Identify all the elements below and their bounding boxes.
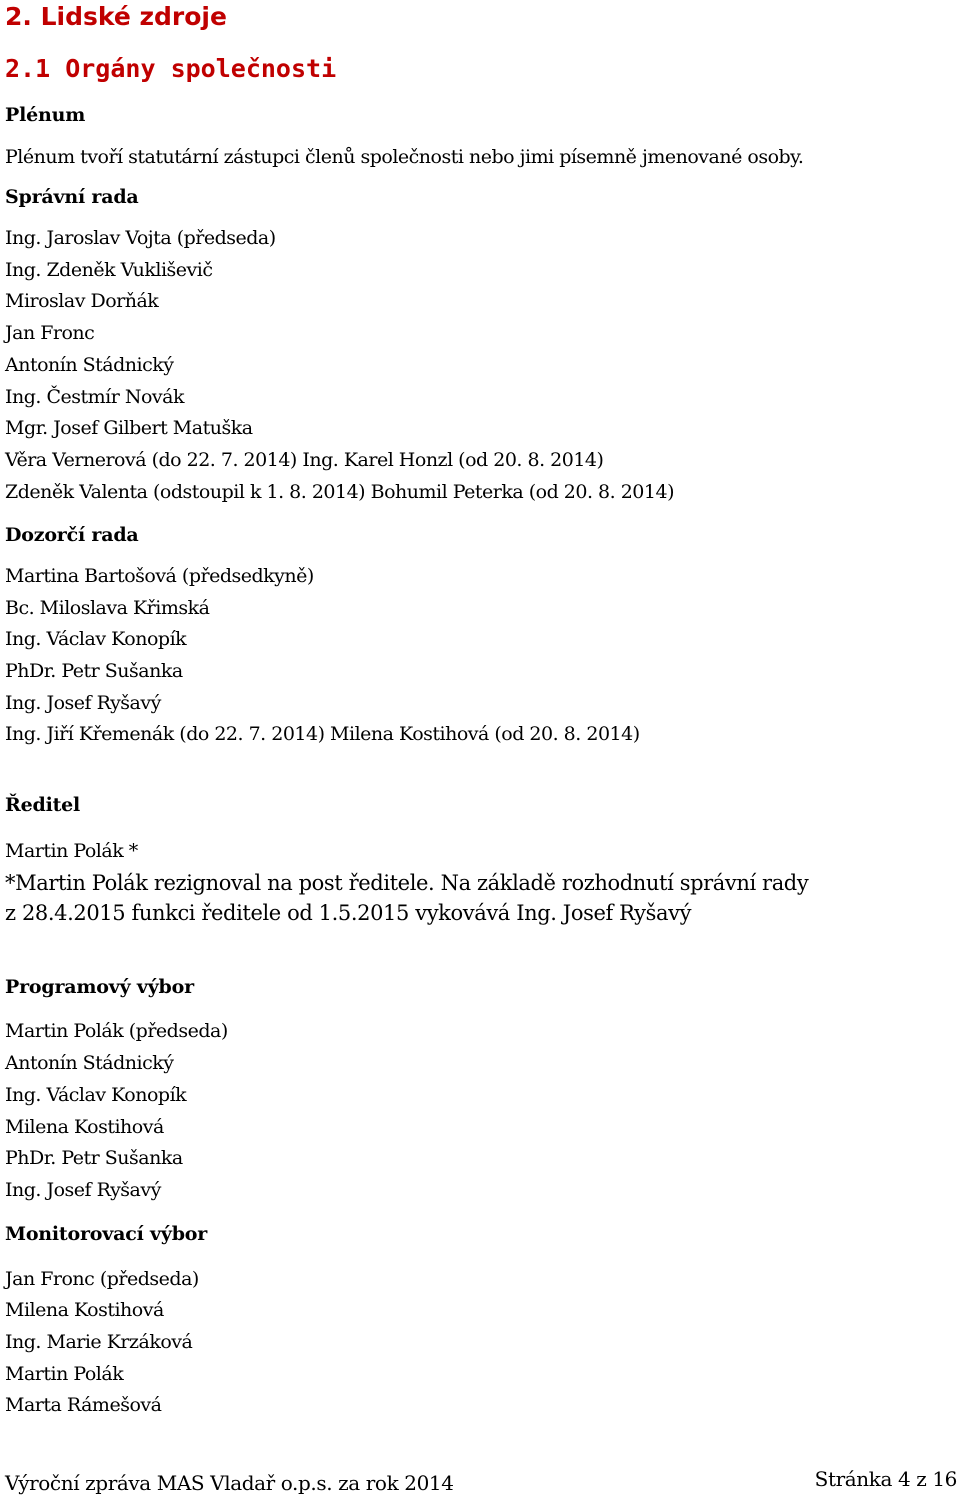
dozorci-rada-member: PhDr. Petr Sušanka — [5, 660, 183, 682]
spravni-rada-member: Zdeněk Valenta (odstoupil k 1. 8. 2014) Bohumil Peterka (od 20. 8. 2014) — [5, 481, 674, 503]
page-number: Stránka 4 z 16 — [814, 1467, 957, 1491]
programovy-vybor-member: Antonín Stádnický — [5, 1052, 174, 1074]
programovy-vybor-heading: Programový výbor — [5, 976, 194, 998]
dozorci-rada-member: Ing. Václav Konopík — [5, 628, 187, 650]
monitorovaci-vybor-heading: Monitorovací výbor — [5, 1223, 208, 1245]
chapter-heading: 2. Lidské zdroje — [5, 2, 227, 31]
programovy-vybor-member: Ing. Václav Konopík — [5, 1084, 187, 1106]
section-heading: 2.1 Orgány společnosti — [5, 54, 337, 83]
spravni-rada-member: Jan Fronc — [5, 322, 95, 344]
programovy-vybor-member: Milena Kostihová — [5, 1116, 164, 1138]
dozorci-rada-member: Ing. Josef Ryšavý — [5, 692, 161, 714]
plenum-text: Plénum tvoří statutární zástupci členů společnosti nebo jimi písemně jmenované osoby. — [5, 146, 804, 168]
programovy-vybor-member: Ing. Josef Ryšavý — [5, 1179, 161, 1201]
monitorovaci-vybor-member: Ing. Marie Krzáková — [5, 1331, 193, 1353]
programovy-vybor-member: PhDr. Petr Sušanka — [5, 1147, 183, 1169]
monitorovaci-vybor-member: Martin Polák — [5, 1363, 124, 1385]
spravni-rada-member: Věra Vernerová (do 22. 7. 2014) Ing. Karel Honzl (od 20. 8. 2014) — [5, 449, 604, 471]
reditel-heading: Ředitel — [5, 794, 81, 816]
reditel-note-line-2: z 28.4.2015 funkci ředitele od 1.5.2015 vykovává Ing. Josef Ryšavý — [5, 901, 692, 925]
reditel-note-line-1: *Martin Polák rezignoval na post ředitele. Na základě rozhodnutí správní rady — [5, 871, 809, 895]
reditel-name: Martin Polák * — [5, 840, 138, 862]
plenum-heading: Plénum — [5, 104, 86, 126]
spravni-rada-member: Ing. Zdeněk Vukliševič — [5, 259, 213, 281]
dozorci-rada-member: Ing. Jiří Křemenák (do 22. 7. 2014) Milena Kostihová (od 20. 8. 2014) — [5, 723, 640, 745]
monitorovaci-vybor-member: Marta Rámešová — [5, 1394, 162, 1416]
monitorovaci-vybor-member: Milena Kostihová — [5, 1299, 164, 1321]
spravni-rada-heading: Správní rada — [5, 186, 139, 208]
spravni-rada-member: Ing. Jaroslav Vojta (předseda) — [5, 227, 276, 249]
spravni-rada-member: Miroslav Dorňák — [5, 290, 159, 312]
footer-title: Výroční zpráva MAS Vladař o.p.s. za rok 2014 — [5, 1471, 454, 1495]
spravni-rada-member: Ing. Čestmír Novák — [5, 386, 185, 408]
programovy-vybor-member: Martin Polák (předseda) — [5, 1020, 228, 1042]
dozorci-rada-member: Bc. Miloslava Křimská — [5, 597, 210, 619]
dozorci-rada-heading: Dozorčí rada — [5, 524, 139, 546]
monitorovaci-vybor-member: Jan Fronc (předseda) — [5, 1268, 199, 1290]
spravni-rada-member: Mgr. Josef Gilbert Matuška — [5, 417, 253, 439]
spravni-rada-member: Antonín Stádnický — [5, 354, 174, 376]
dozorci-rada-member: Martina Bartošová (předsedkyně) — [5, 565, 314, 587]
